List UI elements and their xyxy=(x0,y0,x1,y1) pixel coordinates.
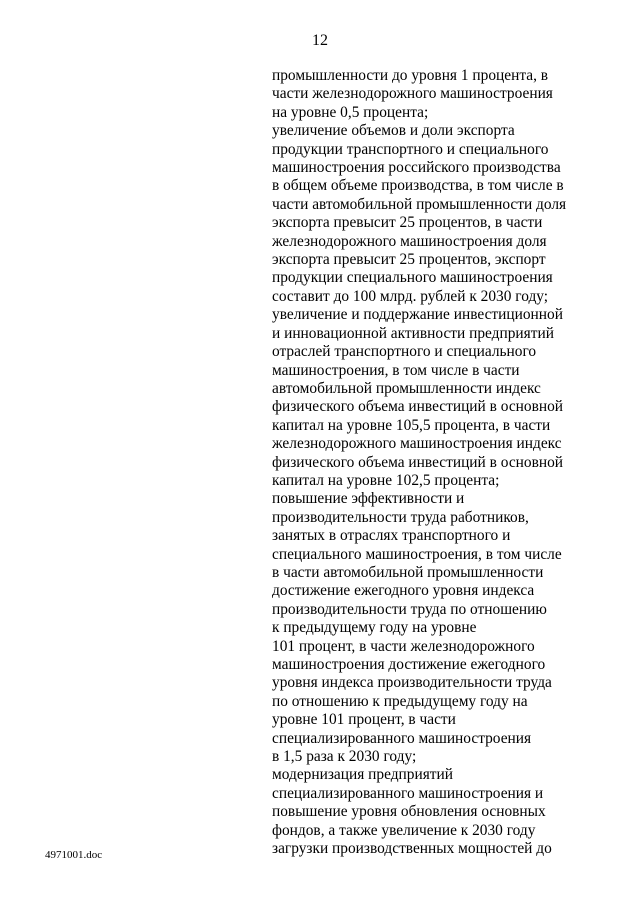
text-line: уровне 101 процент, в части xyxy=(272,711,456,729)
text-line: модернизация предприятий xyxy=(272,766,453,784)
text-line: промышленности до уровня 1 процента, в xyxy=(272,67,549,84)
text-line: повышение уровня обновления основных xyxy=(272,803,546,821)
text-line: составит до 100 млрд. рублей к 2030 году; xyxy=(272,287,549,305)
body-text xyxy=(272,67,572,858)
text-line: загрузки производственных мощностей до xyxy=(272,840,552,858)
text-line: увеличение и поддержание инвестиционной xyxy=(272,306,563,324)
text-line: на уровне 0,5 процента; xyxy=(272,103,429,121)
text-line: в части автомобильной промышленности xyxy=(272,563,544,581)
text-line: повышение эффективности и xyxy=(272,490,465,508)
text-line: фондов, а также увеличение к 2030 году xyxy=(272,821,536,839)
text-line: специализированного машиностроения xyxy=(272,729,532,747)
text-line: уровня индекса производительности труда xyxy=(272,674,552,692)
text-line: специального машиностроения, в том числе xyxy=(272,545,562,563)
text-line: в 1,5 раза к 2030 году; xyxy=(272,748,417,766)
text-line: 101 процент, в части железнодорожного xyxy=(272,637,535,655)
text-line: увеличение объемов и доли экспорта xyxy=(272,122,515,140)
text-line: в общем объеме производства, в том числе в xyxy=(272,177,564,195)
text-line: продукции транспортного и специального xyxy=(272,140,549,158)
text-line: части железнодорожного машиностроения xyxy=(272,85,553,103)
text-line: отраслей транспортного и специального xyxy=(272,343,537,361)
text-line: капитал на уровне 102,5 процента; xyxy=(272,471,500,489)
text-line: железнодорожного машиностроения доля xyxy=(272,232,547,250)
footer-filename: 4971001.doc xyxy=(45,849,103,861)
text-line: физического объема инвестиций в основной xyxy=(272,453,564,471)
text-line: экспорта превысит 25 процентов, экспорт xyxy=(272,251,546,269)
text-line: машиностроения, в том числе в части xyxy=(272,361,520,379)
text-line: по отношению к предыдущему году на xyxy=(272,692,528,710)
text-line: и инновационной активности предприятий xyxy=(272,324,554,342)
text-line: физического объема инвестиций в основной xyxy=(272,398,564,416)
text-line: части автомобильной промышленности доля xyxy=(272,195,567,213)
text-line: продукции специального машиностроения xyxy=(272,269,553,287)
text-line: занятых в отраслях транспортного и xyxy=(272,527,511,545)
text-line: к предыдущему году на уровне xyxy=(272,619,477,637)
text-line: специализированного машиностроения и xyxy=(272,784,544,802)
page-number: 12 xyxy=(312,32,328,49)
text-line: машиностроения достижение ежегодного xyxy=(272,656,546,673)
text-line: автомобильной промышленности индекс xyxy=(272,379,541,397)
text-line: производительности труда работников, xyxy=(272,508,529,526)
text-line: капитал на уровне 105,5 процента, в части xyxy=(272,416,551,434)
text-line: железнодорожного машиностроения индекс xyxy=(272,435,562,453)
text-line: достижение ежегодного уровня индекса xyxy=(272,582,535,600)
text-line: экспорта превысит 25 процентов, в части xyxy=(272,214,543,232)
text-line: машиностроения российского производства xyxy=(272,159,561,177)
text-line: производительности труда по отношению xyxy=(272,600,547,618)
